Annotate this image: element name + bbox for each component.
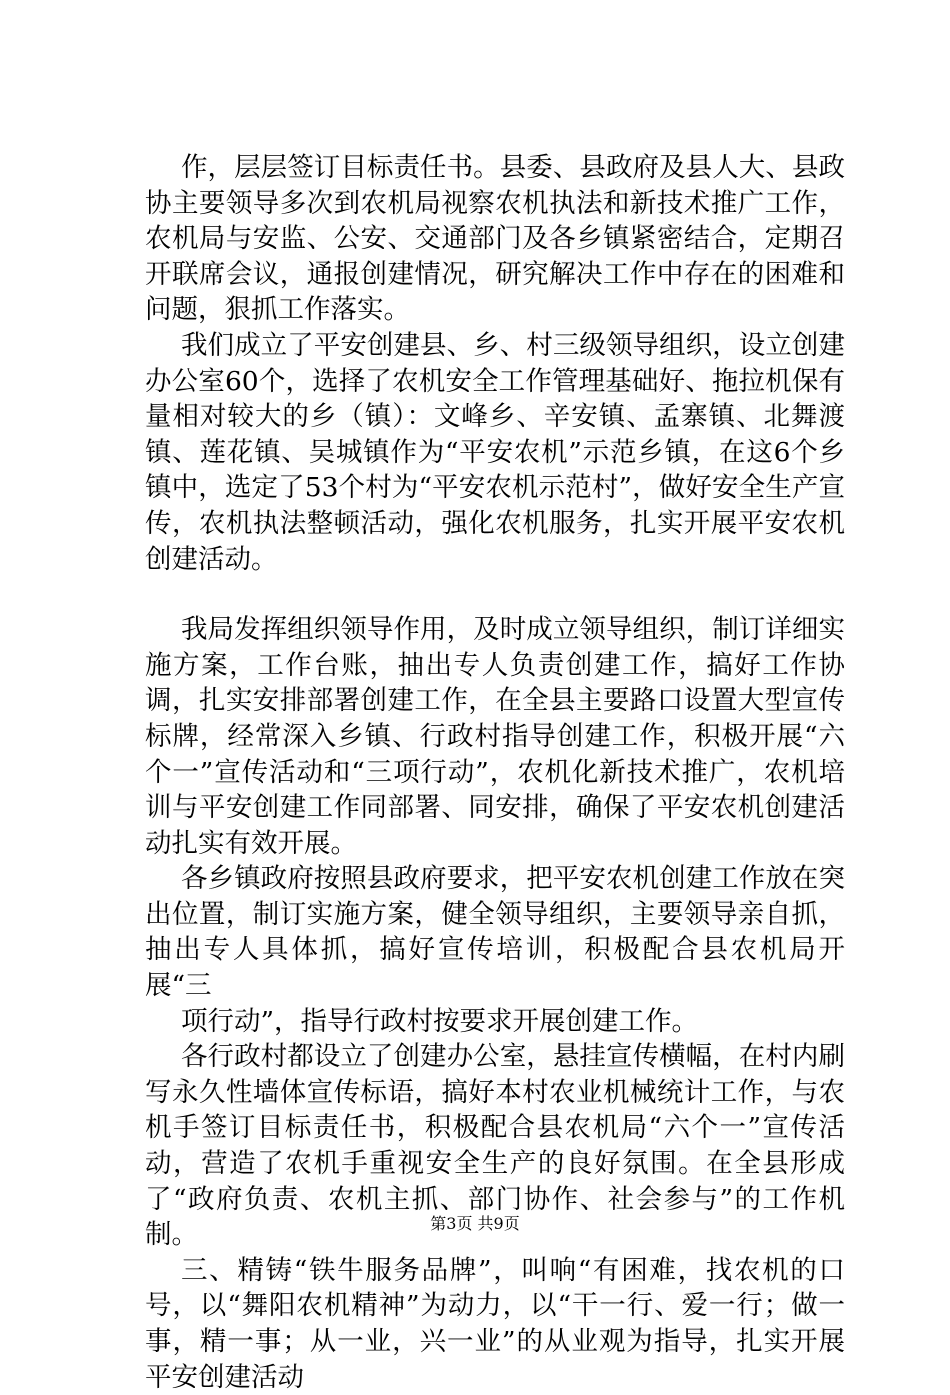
page-number-footer: 第3页 共9页 <box>430 1214 520 1233</box>
document-body <box>145 150 845 1395</box>
paragraph-3: 我局发挥组织领导作用，及时成立领导组织，制订详细实施方案，工作台账，抽出专人负责创建工作，搞好工作协调，扎实安排部署创建工作，在全县主要路口设置大型宣传标牌，经常深入乡镇、行政村指导创建工作，积极开展“六个一”宣传活动和“三项行动”，农机化新技术推广，农机培训与平安创建工作同部署、同安排，确保了平安农机创建活动扎实有效开展。 <box>145 614 845 859</box>
paragraph-spacer <box>145 577 845 612</box>
paragraph-4-continued: 项行动”，指导行政村按要求开展创建工作。 <box>181 1005 699 1037</box>
paragraph-6: 三、精铸“铁牛服务品牌”，叫响“有困难，找农机的口号，以“舞阳农机精神”为动力，以“干一行、爱一行；做一事，精一事；从一业，兴一业”的从业观为指导，扎实开展平安创建活动 <box>145 1254 845 1393</box>
paragraph-4: 各乡镇政府按照县政府要求，把平安农机创建工作放在突出位置，制订实施方案，健全领导组织，主要领导亲自抓，抽出专人具体抓，搞好宣传培训，积极配合县农机局开展“三 <box>145 863 845 1002</box>
paragraph-5: 各行政村都设立了创建办公室，悬挂宣传横幅，在村内刷写永久性墙体宣传标语，搞好本村农业机械统计工作，与农机手签订目标责任书，积极配合县农机局“六个一”宣传活动，营造了农机手重视安全生产的良好氛围。在全县形成了“政府负责、农机主抓、部门协作、社会参与”的工作机制。 <box>145 1041 845 1251</box>
paragraph-1: 作，层层签订目标责任书。县委、县政府及县人大、县政协主要领导多次到农机局视察农机执法和新技术推广工作，农机局与安监、公安、交通部门及各乡镇紧密结合，定期召开联席会议，通报创建情况，研究解决工作中存在的困难和问题，狠抓工作落实。 <box>145 152 845 326</box>
paragraph-2: 我们成立了平安创建县、乡、村三级领导组织，设立创建办公室60个，选择了农机安全工作管理基础好、拖拉机保有量相对较大的乡（镇）：文峰乡、辛安镇、孟寨镇、北舞渡镇、莲花镇、吴城镇作为“平安农机”示范乡镇，在这6个乡镇中，选定了53个村为“平安农机示范村”，做好安全生产宣传，农机执法整顿活动，强化农机服务，扎实开展平安农机创建活动。 <box>145 329 845 575</box>
